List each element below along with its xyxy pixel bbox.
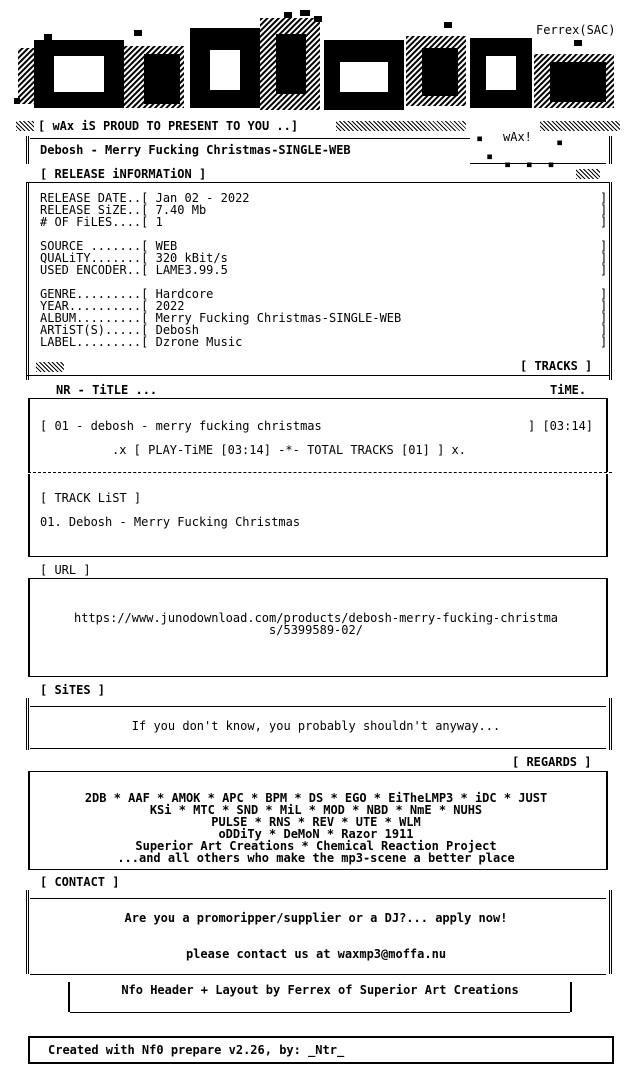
contact-line1: Are you a promoripper/supplier or a DJ?... apply now! (124, 911, 508, 925)
tracklist-label: [ TRACK LiST ] (40, 491, 142, 505)
contact-label: [ CONTACT ] (40, 875, 120, 889)
created-with-text: Created with Nf0 prepare v2.26, by: _Ntr_ (48, 1043, 345, 1057)
play-time-summary: .x [ PLAY-TiME [03:14] -*- TOTAL TRACKS [01] ] x. (112, 443, 467, 457)
info-row-end: ] (600, 323, 608, 337)
divider (28, 472, 612, 473)
url-link-line1[interactable]: https://www.junodownload.com/products/debosh-merry-fucking-christma (73, 611, 559, 625)
wax-small-tag: wAx! (503, 130, 532, 144)
info-row: USED ENCODER..[ LAME3.99.5 (40, 263, 228, 277)
regards-line: ...and all others who make the mp3-scene a better place (117, 851, 515, 865)
info-row-end: ] (600, 251, 608, 265)
info-row-end: ] (600, 191, 608, 205)
divider (28, 869, 608, 870)
track-time: ] [03:14] (528, 419, 594, 433)
hatch-decoration (16, 121, 34, 131)
info-row: YEAR..........[ 2022 (40, 299, 185, 313)
ferrex-tag: Ferrex(SAC) (536, 23, 616, 37)
divider (26, 375, 610, 376)
divider (30, 974, 606, 975)
info-row-end: ] (600, 239, 608, 253)
dot-trail: ▪ (556, 135, 564, 149)
info-row: LABEL.........[ Dzrone Music (40, 335, 243, 349)
hatch-decoration (336, 121, 466, 131)
hatch-decoration (36, 362, 64, 372)
contact-box (26, 890, 612, 974)
regards-line: Superior Art Creations * Chemical Reaction Project (135, 839, 497, 853)
url-label: [ URL ] (40, 563, 91, 577)
divider (30, 138, 470, 139)
release-title: Debosh - Merry Fucking Christmas-SINGLE-WEB (40, 143, 351, 157)
dot-trail: ▪ ▪ ▪ (504, 157, 555, 171)
track-row: [ 01 - debosh - merry fucking christmas (40, 419, 322, 433)
sites-label: [ SiTES ] (40, 683, 106, 697)
dot-trail: ▪ (476, 131, 484, 145)
regards-line: KSi * MTC * SND * MiL * MOD * NBD * NmE * NUHS (149, 803, 483, 817)
divider (30, 748, 606, 749)
col-time: TiME. (550, 383, 587, 397)
info-row: RELEASE SiZE..[ 7.40 Mb (40, 203, 207, 217)
info-row: ALBUM.........[ Merry Fucking Christmas-SINGLE-WEB (40, 311, 402, 325)
regards-label: [ REGARDS ] (512, 755, 592, 769)
divider (470, 163, 606, 164)
info-row: SOURCE .......[ WEB (40, 239, 178, 253)
info-row-end: ] (600, 335, 608, 349)
info-row: ARTiST(S).....[ Debosh (40, 323, 199, 337)
tracks-label: [ TRACKS ] (520, 359, 593, 373)
info-row: # OF FiLES....[ 1 (40, 215, 163, 229)
sites-text: If you don't know, you probably shouldn't anyway... (131, 719, 501, 733)
present-line: [ wAx iS PROUD TO PRESENT TO YOU ..] (38, 119, 299, 133)
divider (30, 706, 606, 707)
divider (28, 556, 608, 557)
info-row: RELEASE DATE..[ Jan 02 - 2022 (40, 191, 250, 205)
divider (70, 1012, 570, 1013)
info-row-end: ] (600, 203, 608, 217)
dot-trail: ▪ (486, 149, 494, 163)
info-row-end: ] (600, 311, 608, 325)
hatch-decoration (540, 121, 620, 131)
regards-line: PULSE * RNS * REV * UTE * WLM (211, 815, 421, 829)
col-nr-title: NR - TiTLE ... (56, 383, 158, 397)
contact-email-line[interactable]: please contact us at waxmp3@moffa.nu (185, 947, 447, 961)
info-row-end: ] (600, 287, 608, 301)
url-link-line2[interactable]: s/5399589-02/ (269, 623, 363, 637)
info-row: GENRE.........[ Hardcore (40, 287, 214, 301)
info-row-end: ] (600, 299, 608, 313)
divider (28, 676, 608, 677)
info-row: QUALiTY.......[ 320 kBit/s (40, 251, 228, 265)
regards-line: 2DB * AAF * AMOK * APC * BPM * DS * EGO * EiTheLMP3 * iDC * JUST (84, 791, 548, 805)
wax-ascii-logo (14, 10, 626, 120)
regards-line: oDDiTy * DeMoN * Razor 1911 (218, 827, 414, 841)
credit-text: Nfo Header + Layout by Ferrex of Superior Art Creations (121, 983, 519, 997)
divider (30, 898, 606, 899)
tracklist-item: 01. Debosh - Merry Fucking Christmas (40, 515, 301, 529)
release-info-label: [ RELEASE iNFORMATiON ] (40, 167, 207, 181)
hatch-decoration (576, 169, 600, 179)
info-row-end: ] (600, 215, 608, 229)
info-row-end: ] (600, 263, 608, 277)
tracks-box (28, 398, 608, 472)
